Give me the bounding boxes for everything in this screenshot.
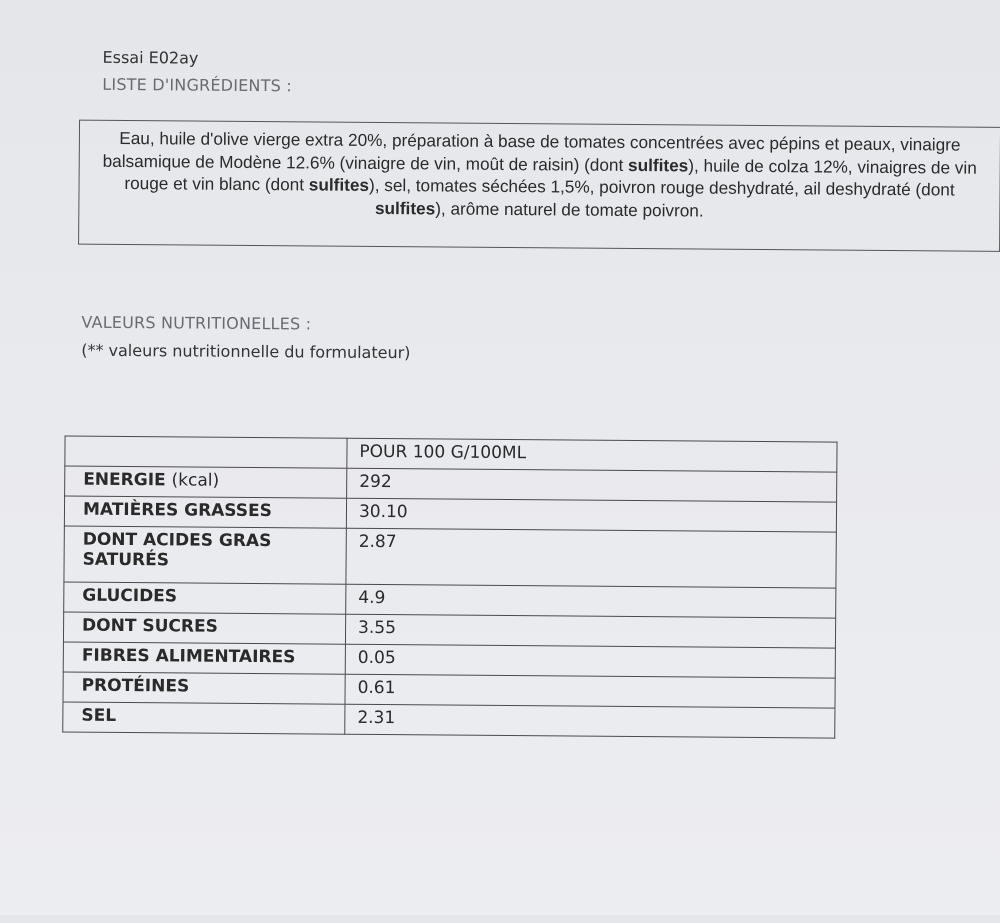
document-title: Essai E02ay [102,47,199,68]
table-row [63,702,835,738]
header-cell-label [65,436,347,468]
nutrient-value: 2.87 [346,528,836,588]
ingredients-text: ), arôme naturel de tomate poivron. [435,197,704,221]
nutrient-value: 3.55 [345,614,835,648]
nutrition-heading: VALEURS NUTRITIONELLES : [81,312,312,334]
nutrient-value: 0.05 [345,644,835,678]
nutrient-name: ENERGIE [83,469,166,491]
ingredients-text: ), huile de colza 12%, vinaigres de vin rouge et vin blanc (dont [124,154,977,195]
ingredients-text: ), sel, tomates séchées 1,5%, poivron rouge deshydraté, ail deshydraté (dont [368,174,955,200]
header-cell-per-100g: POUR 100 G/100ML [347,438,837,472]
allergen-sulfites: sulfites [628,154,689,175]
table-row [64,526,836,588]
nutrient-label: FIBRES ALIMENTAIRES [63,642,345,674]
nutrient-label: DONT ACIDES GRAS SATURÉS [64,526,346,584]
nutrition-table [62,436,837,739]
nutrient-label: GLUCIDES [64,582,346,614]
nutrient-label: PROTÉINES [63,672,345,704]
nutrient-label [65,466,347,498]
nutrient-value: 4.9 [346,584,836,618]
nutrient-label: MATIÈRES GRASSES [64,496,346,528]
ingredients-heading: LISTE D'INGRÉDIENTS : [102,74,292,96]
ingredients-text: Eau, huile d'olive vierge extra 20%, préparation à base de tomates concentrées avec pépins et peaux, vinaigre balsamique de Modène 12.6% (vinaigre de vin, moût de raisin) (dont [102,127,961,175]
nutrient-value: 292 [347,468,837,502]
allergen-sulfites: sulfites [374,197,436,218]
nutrient-value: 0.61 [345,674,835,708]
nutrition-note: (** valeurs nutritionnelle du formulateur) [81,340,411,363]
allergen-sulfites: sulfites [308,174,370,195]
ingredients-box [78,120,1000,252]
nutrient-label: SEL [63,702,345,734]
nutrient-label: DONT SUCRES [63,612,345,644]
nutrient-unit: (kcal) [171,470,220,491]
nutrient-value: 2.31 [345,704,835,738]
nutrient-value: 30.10 [346,498,836,532]
